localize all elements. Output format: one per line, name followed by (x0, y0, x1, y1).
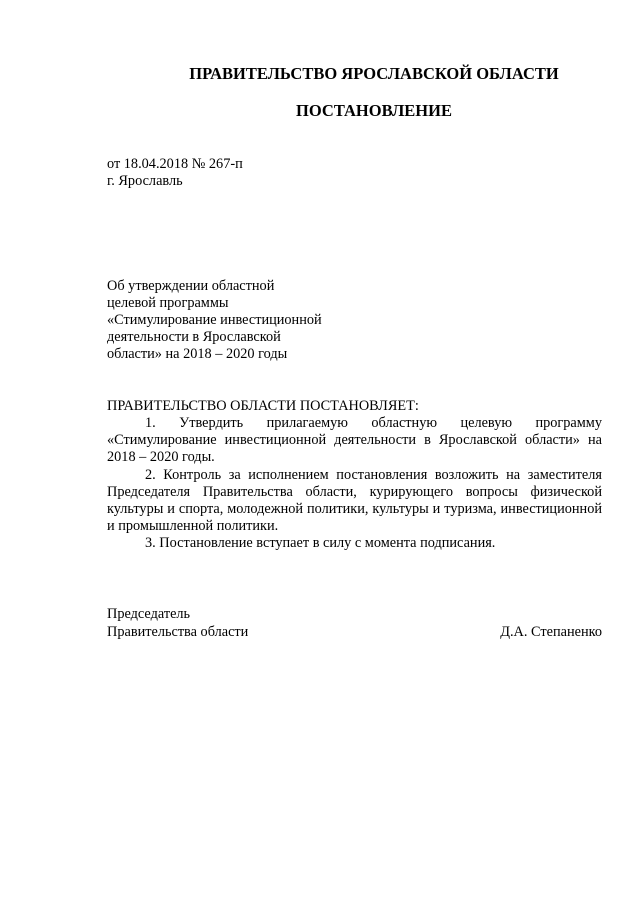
decree-items (107, 415, 602, 553)
decree-item: 1. Утвердить прилагаемую областную целевую программу «Стимулирование инвестиционной деятельности в Ярославской области» на 2018 – 2020 годы. (107, 415, 602, 466)
decree-item: 2. Контроль за исполнением постановления возложить на заместителя Председателя Правительства области, курирующего вопросы физической культуры и спорта, молодежной политики, культуры и туризма, инвестиционной и промышленной политики. (107, 466, 602, 535)
date-number: от 18.04.2018 № 267-п (107, 156, 243, 172)
subject-line: целевой программы (107, 295, 229, 311)
organization-heading: ПРАВИТЕЛЬСТВО ЯРОСЛАВСКОЙ ОБЛАСТИ (189, 64, 559, 83)
subject-block (107, 278, 322, 363)
signatory-position-line1: Председатель (107, 606, 191, 622)
subject-line: «Стимулирование инвестиционной (107, 312, 322, 328)
subject-line: деятельности в Ярославской (107, 329, 281, 345)
subject-line: Об утверждении областной (107, 278, 275, 294)
document-type-heading: ПОСТАНОВЛЕНИЕ (296, 101, 452, 120)
subject-line: области» на 2018 – 2020 годы (107, 346, 288, 362)
city: г. Ярославль (107, 173, 183, 189)
signatory-position-line2: Правительства области (107, 624, 249, 640)
decree-heading: ПРАВИТЕЛЬСТВО ОБЛАСТИ ПОСТАНОВЛЯЕТ: (107, 398, 419, 414)
signatory-name: Д.А. Степаненко (500, 624, 602, 640)
decree-item: 3. Постановление вступает в силу с момента подписания. (145, 535, 496, 552)
